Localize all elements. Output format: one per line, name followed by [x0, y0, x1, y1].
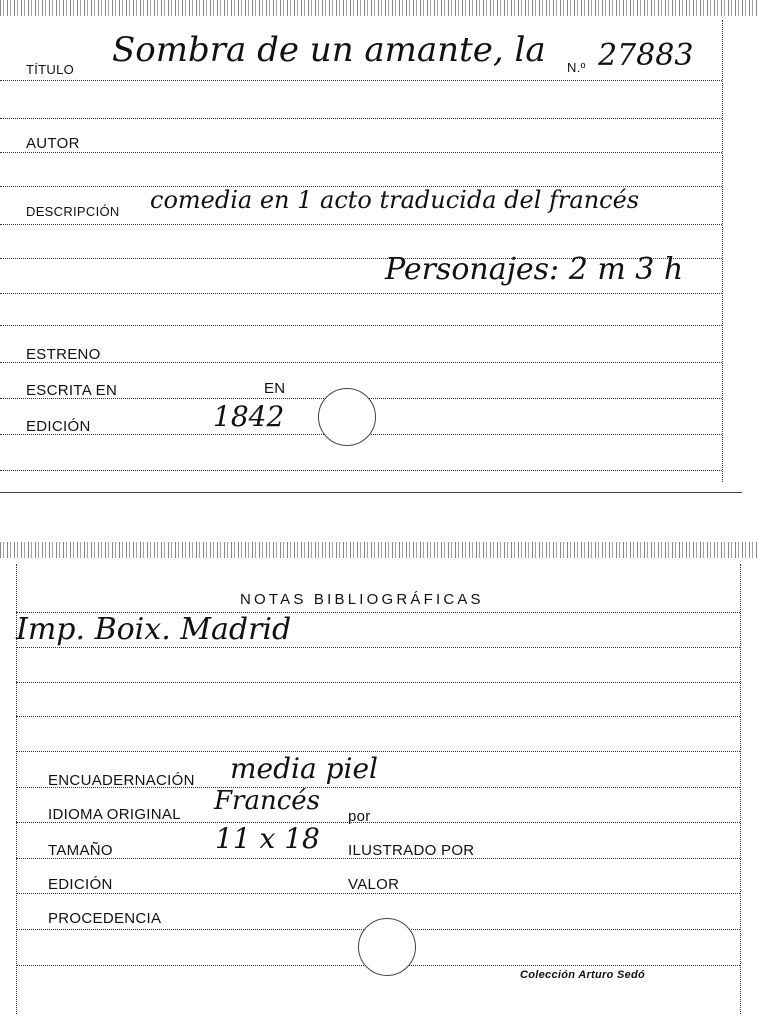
escrita-en-label: ESCRITA EN	[26, 382, 118, 399]
punch-hole	[318, 388, 376, 446]
rule-line	[16, 716, 740, 717]
idioma-original-handwritten: Francés	[214, 786, 321, 816]
catalog-card-bottom	[0, 540, 759, 1028]
catalog-card-top	[0, 0, 759, 495]
edicion-handwritten: 1842	[213, 400, 285, 433]
rule-line	[0, 152, 722, 153]
card-right-border	[740, 564, 741, 1014]
descripcion-label: DESCRIPCIÓN	[26, 204, 120, 219]
rule-line	[0, 80, 722, 81]
rule-line	[0, 224, 722, 225]
en-label: EN	[264, 380, 286, 397]
estreno-label: ESTRENO	[26, 346, 101, 363]
collection-footer: Colección Arturo Sedó	[520, 969, 646, 981]
descripcion-handwritten: comedia en 1 acto traducida del francés	[150, 186, 640, 214]
idioma-original-label: IDIOMA ORIGINAL	[48, 806, 181, 823]
rule-line	[0, 470, 722, 471]
numero-label: N.º	[567, 60, 586, 75]
rule-line	[16, 893, 740, 894]
rule-line	[0, 362, 722, 363]
por-label: por	[348, 808, 371, 825]
titulo-handwritten: Sombra de un amante, la	[112, 30, 546, 70]
tamano-label: TAMAÑO	[48, 842, 113, 859]
rule-line	[0, 118, 722, 119]
card-right-border	[722, 20, 723, 482]
valor-label: VALOR	[348, 876, 400, 893]
rule-line	[16, 612, 740, 613]
rule-line	[16, 682, 740, 683]
edicion-label: EDICIÓN	[26, 418, 91, 435]
tamano-handwritten: 11 x 18	[215, 822, 320, 855]
edicion-label: EDICIÓN	[48, 876, 113, 893]
rule-line	[0, 325, 722, 326]
numero-handwritten: 27883	[598, 38, 694, 73]
encuadernacion-handwritten: media piel	[230, 752, 378, 785]
personajes-handwritten: Personajes: 2 m 3 h	[385, 252, 684, 287]
rule-line	[0, 293, 722, 294]
notas-handwritten: Imp. Boix. Madrid	[16, 612, 292, 647]
punch-hole	[358, 918, 416, 976]
autor-label: AUTOR	[26, 135, 80, 152]
encuadernacion-label: ENCUADERNACIÓN	[48, 772, 195, 789]
torn-edge	[0, 542, 759, 558]
rule-line	[16, 751, 740, 752]
ilustrado-por-label: ILUSTRADO POR	[348, 842, 475, 859]
torn-edge	[0, 0, 759, 16]
card-bottom-edge	[0, 492, 742, 493]
titulo-label: TÍTULO	[26, 62, 75, 77]
notas-heading: NOTAS BIBLIOGRÁFICAS	[240, 591, 484, 608]
rule-line	[16, 647, 740, 648]
procedencia-label: PROCEDENCIA	[48, 910, 162, 927]
